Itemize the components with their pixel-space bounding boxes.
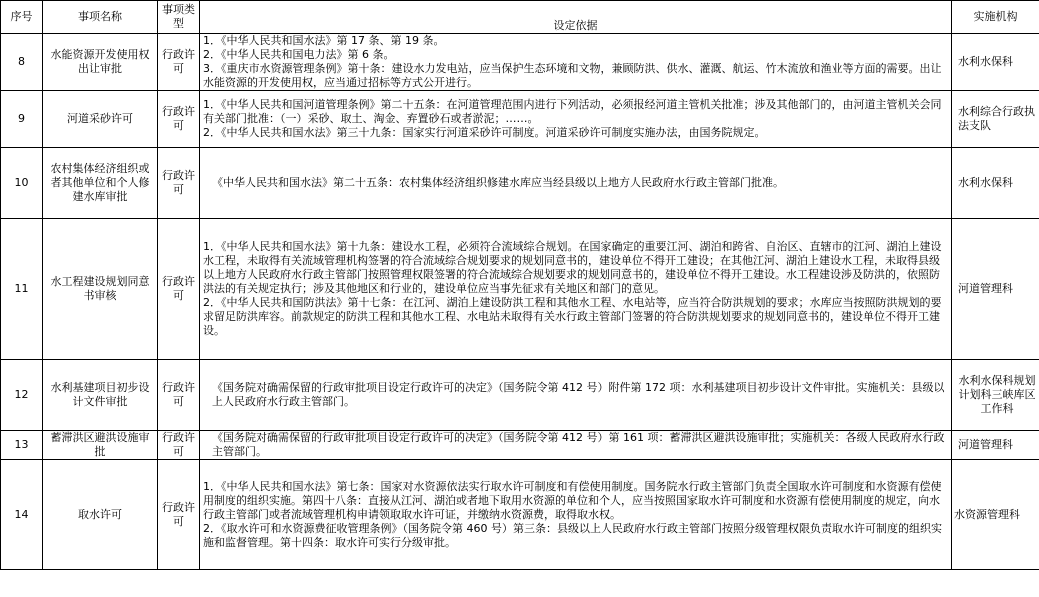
row-basis: [200, 431, 952, 460]
row-type: 行政许可: [158, 360, 200, 431]
row-basis: [200, 148, 952, 219]
row-name: 农村集体经济组织或者其他单位和个人修建水库审批: [43, 148, 158, 219]
row-agency: 河道管理科: [952, 219, 1039, 360]
row-name: 取水许可: [43, 460, 158, 570]
row-agency: 水利水保科: [952, 34, 1039, 91]
basis-line: 1．《中华人民共和国水法》第十九条：建设水工程，必须符合流域综合规划。在国家确定的重要江河、湖泊和跨省、自治区、直辖市的江河、湖泊上建设水工程，未取得有关流域管理机构签署的符合流域综合规划要求的规划同意书的，建设单位不得开工建设；在其他江河、湖泊上建设水工程，未取得县级以上地方人民政府水行政主管部门按照管理权限签署的符合流域综合规划要求的规划同意书的，建设单位不得开工建设。水工程建设涉及防洪的，依照防洪法的有关规定执行；涉及其他地区和行业的，建设单位应当事先征求有关地区和部门的意见。: [203, 240, 942, 295]
row-agency: 水利水保科: [952, 148, 1039, 219]
row-basis: [200, 91, 952, 148]
row-type: 行政许可: [158, 431, 200, 460]
header-type: 事项类型: [158, 1, 200, 34]
basis-line: 《中华人民共和国水法》第二十五条：农村集体经济组织修建水库应当经县级以上地方人民政府水行政主管部门批准。: [212, 176, 784, 189]
row-name: 水能资源开发使用权出让审批: [43, 34, 158, 91]
row-seq: 9: [1, 91, 43, 148]
row-agency: 水资源管理科: [952, 460, 1039, 570]
header-agency: 实施机构: [952, 1, 1039, 34]
row-agency: 水利综合行政执法支队: [952, 91, 1039, 148]
basis-line: 《国务院对确需保留的行政审批项目设定行政许可的决定》（国务院令第 412 号）附件第 172 项：水利基建项目初步设计文件审批。实施机关：县级以上人民政府水行政主管部门。: [212, 381, 945, 408]
row-basis: [200, 460, 952, 570]
row-type: 行政许可: [158, 148, 200, 219]
basis-line: 2．《中华人民共和国电力法》第 6 条。: [203, 48, 395, 61]
row-name: 水利基建项目初步设计文件审批: [43, 360, 158, 431]
header-name: 事项名称: [43, 1, 158, 34]
table-row: [1, 91, 1039, 148]
basis-line: 1．《中华人民共和国水法》第七条：国家对水资源依法实行取水许可制度和有偿使用制度。国务院水行政主管部门负责全国取水许可制度和水资源有偿使用制度的组织实施。第四十八条：直接从江河、湖泊或者地下取用水资源的单位和个人，应当按照国家取水许可制度和水资源有偿使用制度的规定，向水行政主管部门或者流域管理机构申请领取取水许可证，并缴纳水资源费，取得取水权。: [203, 479, 942, 521]
basis-line: 1．《中华人民共和国水法》第 17 条、第 19 条。: [203, 34, 445, 47]
basis-line: 1．《中华人民共和国河道管理条例》第二十五条：在河道管理范围内进行下列活动，必须报经河道主管机关批准；涉及其他部门的，由河道主管机关会同有关部门批准：（一）采砂、取土、淘金、弃置砂石或者淤泥；……。: [203, 98, 942, 125]
row-seq: 10: [1, 148, 43, 219]
row-basis: [200, 219, 952, 360]
table-header-row: [1, 1, 1039, 34]
row-type: 行政许可: [158, 34, 200, 91]
row-seq: 13: [1, 431, 43, 460]
table-row: [1, 34, 1039, 91]
header-seq: 序号: [1, 1, 43, 34]
row-seq: 14: [1, 460, 43, 570]
table-row: [1, 219, 1039, 360]
row-basis: [200, 360, 952, 431]
row-seq: 8: [1, 34, 43, 91]
row-name: 蓄滞洪区避洪设施审批: [43, 431, 158, 460]
row-name: 河道采砂许可: [43, 91, 158, 148]
header-basis: 设定依据: [200, 1, 952, 34]
row-type: 行政许可: [158, 91, 200, 148]
basis-line: 2．《取水许可和水资源费征收管理条例》（国务院令第 460 号）第三条：县级以上人民政府水行政主管部门按照分级管理权限负责取水许可制度的组织实施和监督管理。第十四条：取水许可实行分级审批。: [203, 521, 942, 549]
row-type: 行政许可: [158, 460, 200, 570]
row-agency: 河道管理科: [952, 431, 1039, 460]
row-type: 行政许可: [158, 219, 200, 360]
row-seq: 11: [1, 219, 43, 360]
basis-line: 《国务院对确需保留的行政审批项目设定行政许可的决定》（国务院令第 412 号）第 161 项：蓄滞洪区避洪设施审批；实施机关：各级人民政府水行政主管部门。: [212, 431, 945, 458]
row-seq: 12: [1, 360, 43, 431]
table-row: [1, 460, 1039, 570]
table-row: [1, 431, 1039, 460]
basis-line: 2．《中华人民共和国防洪法》第十七条：在江河、湖泊上建设防洪工程和其他水工程、水电站等，应当符合防洪规划的要求；水库应当按照防洪规划的要求留足防洪库容。前款规定的防洪工程和其他水工程、水电站未取得有关水行政主管部门签署的符合防洪规划要求的规划同意书的，建设单位不得开工建设。: [203, 296, 942, 337]
row-basis: [200, 34, 952, 91]
row-name: 水工程建设规划同意书审核: [43, 219, 158, 360]
table-row: [1, 148, 1039, 219]
basis-line: 3．《重庆市水资源管理条例》第十条：建设水力发电站，应当保护生态环境和文物，兼顾防洪、供水、灌溉、航运、竹木流放和渔业等方面的需要。出让水能资源的开发使用权，应当通过招标等方式公开进行。: [203, 62, 942, 89]
table-row: [1, 360, 1039, 431]
row-agency: 水利水保科规划计划科三峡库区工作科: [952, 360, 1039, 431]
basis-line: 2．《中华人民共和国水法》第三十九条：国家实行河道采砂许可制度。河道采砂许可制度实施办法，由国务院规定。: [203, 126, 766, 139]
